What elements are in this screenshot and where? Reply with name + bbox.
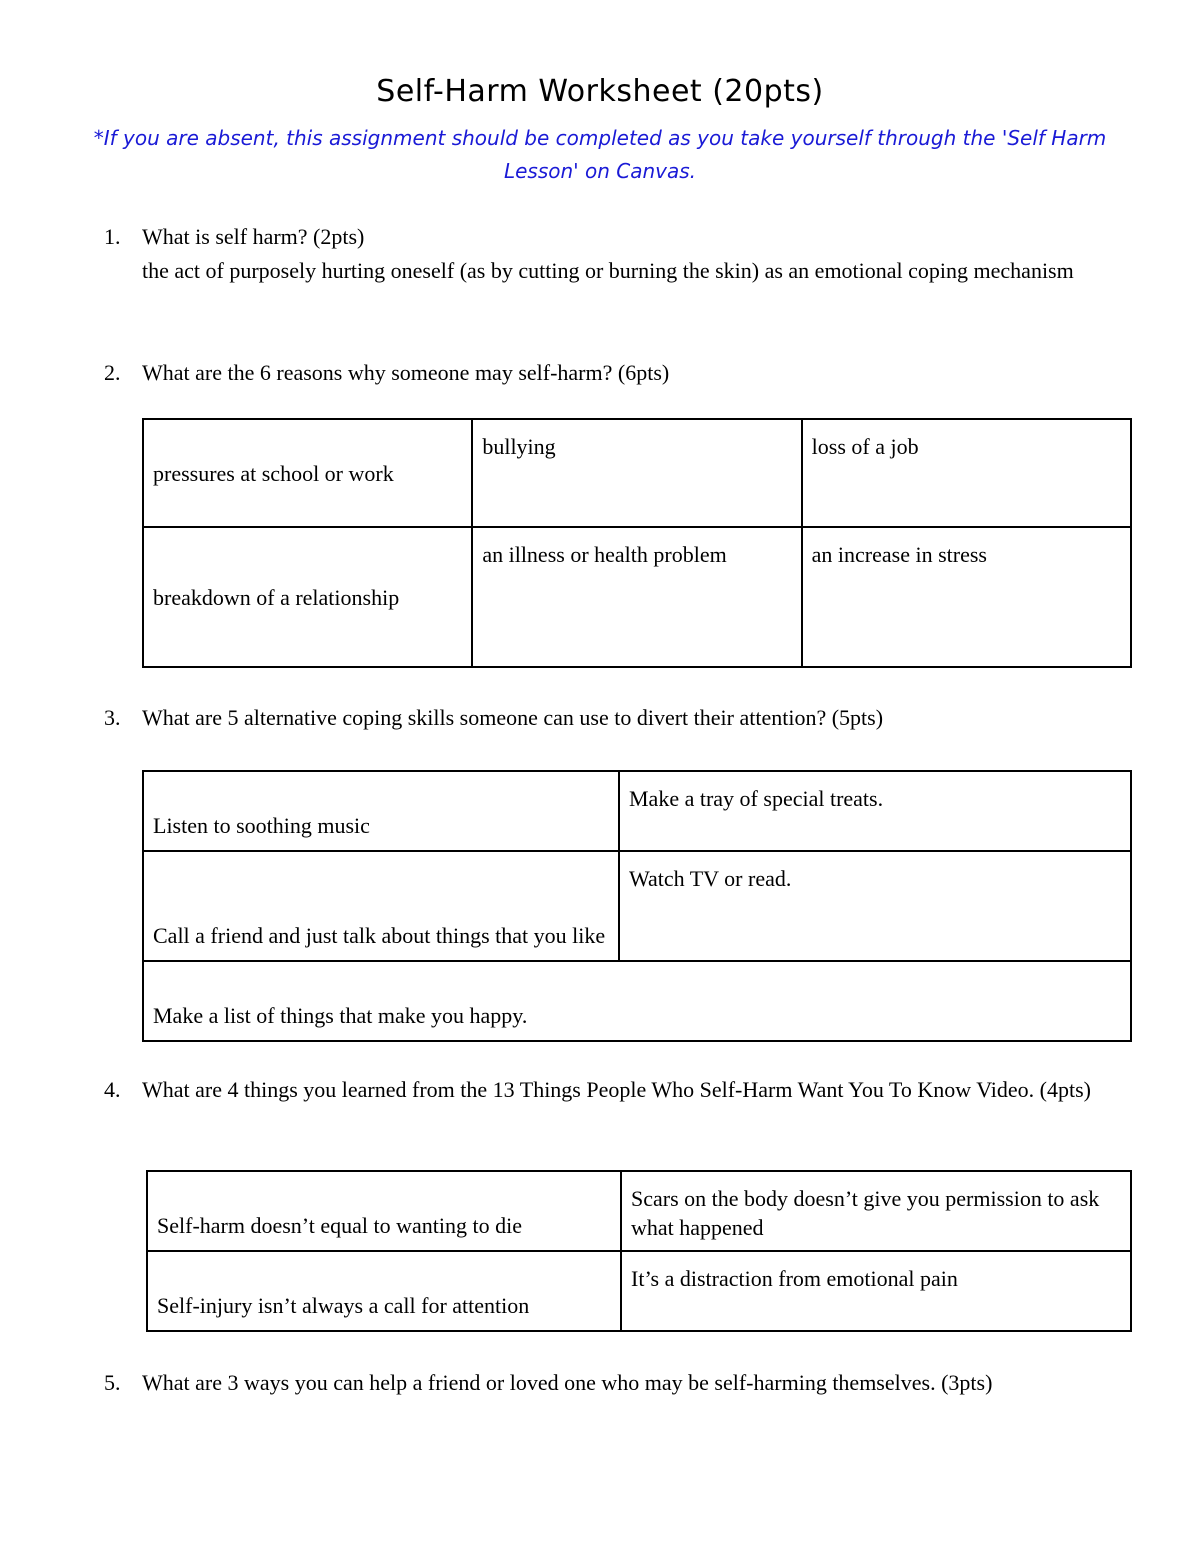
question-number: 5. [104,1370,121,1395]
table-cell: Make a tray of special treats. [619,771,1131,851]
question-4 [104,1073,1134,1107]
learned-things-table [146,1170,1132,1332]
question-5 [104,1366,1134,1400]
coping-skills-table [142,770,1132,1042]
question-number: 4. [104,1077,121,1102]
table-cell: Listen to soothing music [143,771,619,851]
table-cell: bullying [472,419,801,527]
table-cell: Watch TV or read. [619,851,1131,961]
table-cell: an illness or health problem [472,527,801,667]
table-cell: an increase in stress [802,527,1131,667]
table-cell: Scars on the body doesn’t give you permission to ask what happened [621,1171,1131,1251]
question-text: What is self harm? (2pts) [142,224,365,249]
table-cell: Self-injury isn’t always a call for attention [147,1251,621,1331]
question-number: 1. [104,224,121,249]
table-cell: breakdown of a relationship [143,527,472,667]
table-cell: It’s a distraction from emotional pain [621,1251,1131,1331]
table-cell: Call a friend and just talk about things that you like [143,851,619,961]
table-cell: Self-harm doesn’t equal to wanting to die [147,1171,621,1251]
question-1-answer: the act of purposely hurting oneself (as by cutting or burning the skin) as an emotional coping mechanism [142,258,1074,283]
table-cell: Make a list of things that make you happy. [143,961,1131,1041]
question-text: What are the 6 reasons why someone may self-harm? (6pts) [142,360,670,385]
table-cell: loss of a job [802,419,1131,527]
question-number: 3. [104,705,121,730]
question-3 [104,701,1134,735]
worksheet-title: Self-Harm Worksheet (20pts) [376,74,824,109]
question-number: 2. [104,360,121,385]
question-text: What are 3 ways you can help a friend or loved one who may be self-harming themselves. (3pts) [142,1370,993,1395]
table-cell: pressures at school or work [143,419,472,527]
reasons-table [142,418,1132,668]
question-1 [104,220,1134,288]
question-text: What are 5 alternative coping skills someone can use to divert their attention? (5pts) [142,705,884,730]
question-2 [104,356,1134,390]
question-text: What are 4 things you learned from the 13 Things People Who Self-Harm Want You To Know Video. (4pts) [142,1077,1091,1102]
absence-note: *If you are absent, this assignment should be completed as you take yourself through the 'Self Harm Lesson' on Canvas. [93,126,1107,183]
